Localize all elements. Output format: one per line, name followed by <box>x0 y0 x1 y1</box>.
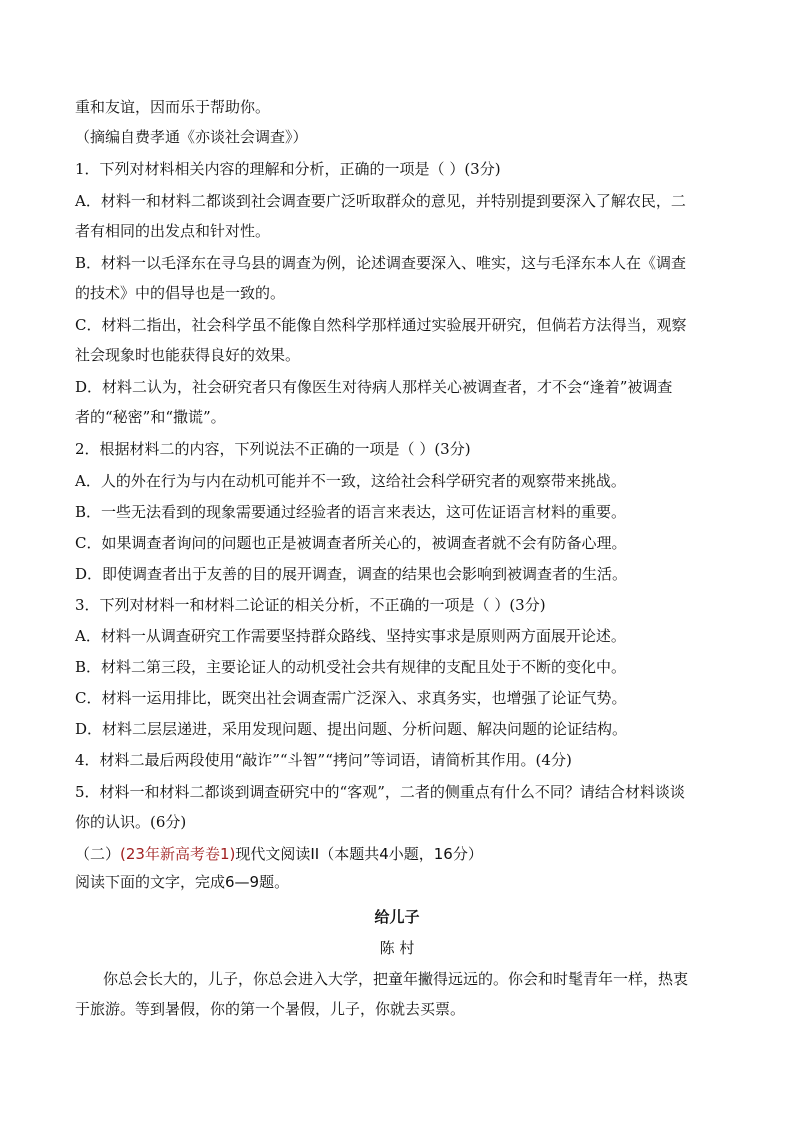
option-1c: C．材料二指出，社会科学虽不能像自然科学那样通过实验展开研究，但倘若方法得当，观察 <box>75 316 687 334</box>
essay-paragraph: 你总会长大的，儿子，你总会进入大学，把童年撇得远远的。你会和时髦青年一样，热衷 <box>103 970 689 988</box>
option-2b: B．一些无法看到的现象需要通过经验者的语言来表达，这可佐证语言材料的重要。 <box>75 503 627 521</box>
option-1b-cont: 的技术》中的倡导也是一致的。 <box>75 284 286 302</box>
question-5-cont: 你的认识。(6分) <box>75 813 187 831</box>
essay-paragraph-cont: 于旅游。等到暑假，你的第一个暑假，儿子，你就去买票。 <box>75 1000 466 1018</box>
section-heading <box>75 843 483 865</box>
option-1a: A．材料一和材料二都谈到社会调查要广泛听取群众的意见，并特别提到要深入了解农民，二 <box>75 192 686 210</box>
section-source: (23年新高考卷1) <box>120 845 236 863</box>
question-2: 2．根据材料二的内容，下列说法不正确的一项是（ ）(3分) <box>75 440 471 458</box>
question-4: 4．材料二最后两段使用“敲诈”“斗智”“拷问”等词语，请简析其作用。(4分) <box>75 751 572 769</box>
text-line: 重和友谊，因而乐于帮助你。 <box>75 98 271 116</box>
option-1c-cont: 社会现象时也能获得良好的效果。 <box>75 346 301 364</box>
option-2d: D．即使调查者出于友善的目的展开调查，调查的结果也会影响到被调查者的生活。 <box>75 565 628 583</box>
option-1d: D．材料二认为，社会研究者只有像医生对待病人那样关心被调查者，才不会“逢着”被调查 <box>75 378 673 396</box>
option-3c: C．材料一运用排比，既突出社会调查需广泛深入、求真务实，也增强了论证气势。 <box>75 689 627 707</box>
option-3b: B．材料二第三段，主要论证人的动机受社会共有规律的支配且处于不断的变化中。 <box>75 658 627 676</box>
option-3a: A．材料一从调查研究工作需要坚持群众路线、坚持实事求是原则两方面展开论述。 <box>75 627 626 645</box>
source-citation: （摘编自费孝通《亦谈社会调查》） <box>75 128 308 146</box>
option-3d: D．材料二层层递进，采用发现问题、提出问题、分析问题、解决问题的论证结构。 <box>75 720 628 738</box>
reading-instruction: 阅读下面的文字，完成6—9题。 <box>75 873 290 891</box>
section-title: 现代文阅读II（本题共4小题，16分） <box>235 845 483 863</box>
option-1b: B．材料一以毛泽东在寻乌县的调查为例，论述调查要深入、唯实，这与毛泽东本人在《调查 <box>75 254 687 272</box>
question-3: 3．下列对材料一和材料二论证的相关分析，不正确的一项是（ ）(3分) <box>75 596 546 614</box>
section-prefix: （二） <box>75 845 121 863</box>
option-1a-cont: 者有相同的出发点和针对性。 <box>75 222 271 240</box>
option-1d-cont: 者的“秘密”和“撒谎”。 <box>75 408 226 426</box>
essay-author: 陈 村 <box>379 939 415 957</box>
option-2c: C．如果调查者询问的问题也正是被调查者所关心的，被调查者就不会有防备心理。 <box>75 534 627 552</box>
essay-title: 给儿子 <box>374 908 420 926</box>
question-1: 1．下列对材料相关内容的理解和分析，正确的一项是（ ）(3分) <box>75 160 501 178</box>
option-2a: A．人的外在行为与内在动机可能并不一致，这给社会科学研究者的观察带来挑战。 <box>75 472 626 490</box>
question-5: 5．材料一和材料二都谈到调查研究中的“客观”，二者的侧重点有什么不同？请结合材料谈谈 <box>75 783 685 801</box>
